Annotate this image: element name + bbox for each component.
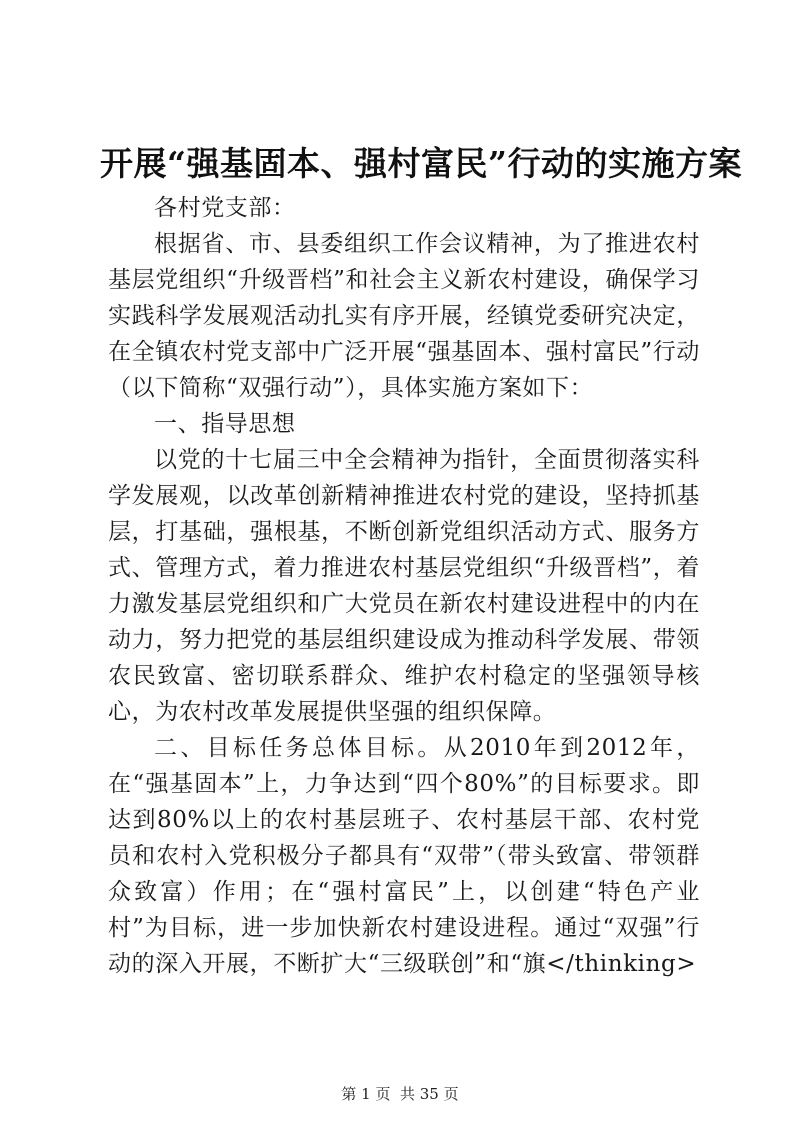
intro-paragraph: 根据省、市、县委组织工作会议精神，为了推进农村基层党组织“升级晋档”和社会主义新农村建设，确保学习实践科学发展观活动扎实有序开展，经镇党委研究决定，在全镇农村党支部中广泛开展“强基固本、强村富民”行动（以下简称“双强行动”），具体实施方案如下： [108,231,700,401]
salutation-paragraph: 各村党支部： [154,195,296,221]
section-heading-guiding-ideology: 一、指导思想 [154,411,296,437]
goals-paragraph: 二、目标任务总体目标。从2010年到2012年，在“强基固本”上，力争达到“四个80%”的目标要求。即达到80%以上的农村基层班子、农村基层干部、农村党员和农村入党积极分子都具有“双带”（带头致富、带领群众致富）作用；在“强村富民”上，以创建“特色产业村”为目标，进一步加快新农村建设进程。通过“双强”行动的深入开展，不断扩大“三级联创”和“旗</thinking> [108,735,700,977]
page-footer [0,1084,800,1104]
page-number-label: 第 1 页 共 35 页 [341,1085,459,1103]
document-body [108,190,700,982]
document-title: 开展“强基固本、强村富民”行动的实施方案 [100,144,742,183]
guiding-ideology-paragraph: 以党的十七届三中全会精神为指针，全面贯彻落实科学发展观，以改革创新精神推进农村党的建设，坚持抓基层，打基础，强根基，不断创新党组织活动方式、服务方式、管理方式，着力推进农村基层党组织“升级晋档”，着力激发基层党组织和广大党员在新农村建设进程中的内在动力，努力把党的基层组织建设成为推动科学发展、带领农民致富、密切联系群众、维护农村稳定的坚强领导核心，为农村改革发展提供坚强的组织保障。 [108,447,700,725]
